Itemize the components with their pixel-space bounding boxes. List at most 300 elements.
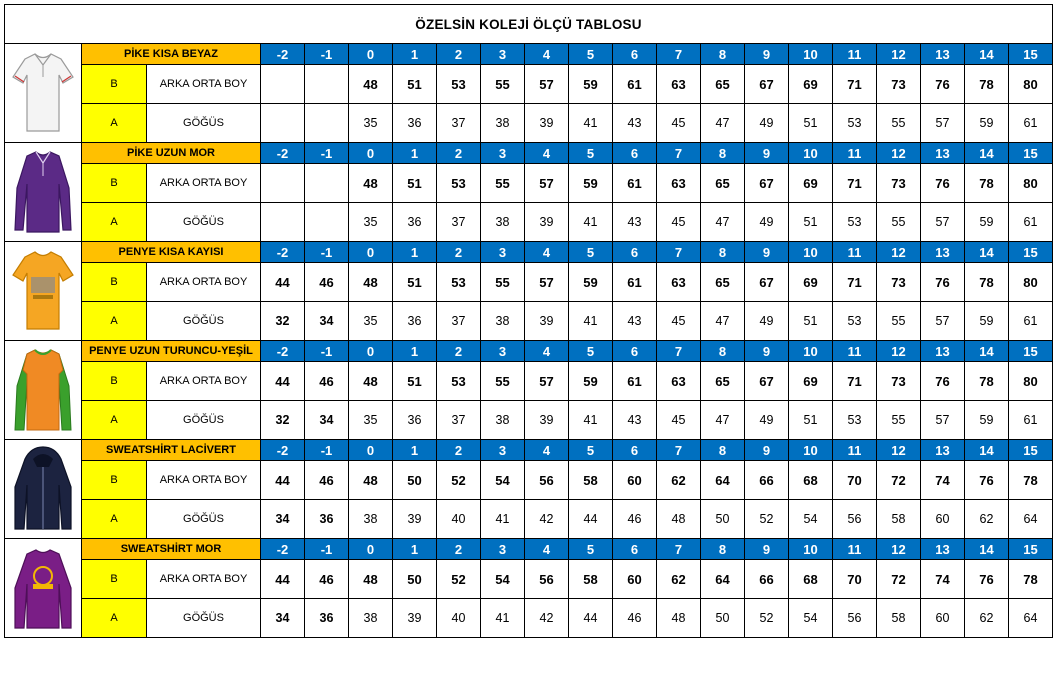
size-header-cell: 6	[613, 143, 657, 164]
measurement-value: 76	[965, 461, 1009, 500]
measurement-value: 40	[437, 500, 481, 539]
measurement-value: 43	[613, 104, 657, 143]
size-header-cell: 11	[833, 539, 877, 560]
measurement-value: 66	[745, 560, 789, 599]
measurement-value: 55	[481, 263, 525, 302]
measurement-value: 61	[1009, 203, 1053, 242]
measurement-value: 40	[437, 599, 481, 638]
measurement-value: 63	[657, 362, 701, 401]
product-name: PENYE KISA KAYISI	[82, 242, 261, 263]
measurement-value: 78	[965, 263, 1009, 302]
size-header-cell: 2	[437, 539, 481, 560]
measurement-value: 62	[657, 560, 701, 599]
measurement-value: 45	[657, 302, 701, 341]
size-header-cell: 0	[349, 341, 393, 362]
measurement-value: 46	[305, 362, 349, 401]
measurement-value: 44	[569, 599, 613, 638]
size-header-cell: 6	[613, 440, 657, 461]
measurement-value: 46	[305, 263, 349, 302]
size-header-cell: 10	[789, 143, 833, 164]
measurement-value: 72	[877, 560, 921, 599]
measurement-value: 65	[701, 65, 745, 104]
measurement-value: 70	[833, 461, 877, 500]
measurement-value: 53	[437, 362, 481, 401]
measurement-value: 35	[349, 401, 393, 440]
size-header-cell: 1	[393, 440, 437, 461]
measurement-value: 57	[921, 302, 965, 341]
size-header-cell: 1	[393, 242, 437, 263]
measurement-code: B	[82, 461, 147, 500]
measurement-value: 42	[525, 599, 569, 638]
measurement-value: 52	[437, 560, 481, 599]
measurement-value: 71	[833, 65, 877, 104]
measurement-value	[305, 65, 349, 104]
measurement-value: 36	[393, 302, 437, 341]
product-header-row	[5, 44, 1053, 65]
measurement-label: ARKA ORTA BOY	[147, 263, 261, 302]
size-header-cell: 12	[877, 44, 921, 65]
measurement-value: 59	[569, 362, 613, 401]
measurement-value: 69	[789, 263, 833, 302]
measurement-value: 37	[437, 203, 481, 242]
measurement-code: B	[82, 362, 147, 401]
product-name: SWEATSHİRT LACİVERT	[82, 440, 261, 461]
measurement-value	[305, 104, 349, 143]
garment-image	[5, 143, 82, 242]
measurement-value: 41	[481, 500, 525, 539]
measurement-value: 51	[393, 263, 437, 302]
measurement-value: 36	[393, 104, 437, 143]
measurement-value: 50	[393, 461, 437, 500]
size-header-cell: -2	[261, 143, 305, 164]
measurement-value: 48	[349, 263, 393, 302]
measurement-label: ARKA ORTA BOY	[147, 362, 261, 401]
measurement-value: 59	[965, 401, 1009, 440]
measurement-value: 48	[349, 164, 393, 203]
measurement-value: 55	[877, 302, 921, 341]
size-header-cell: 2	[437, 242, 481, 263]
measurement-value: 35	[349, 203, 393, 242]
measurement-value: 76	[921, 164, 965, 203]
size-header-cell: 8	[701, 143, 745, 164]
size-header-cell: 13	[921, 440, 965, 461]
measurement-value: 47	[701, 203, 745, 242]
size-header-cell: 8	[701, 440, 745, 461]
size-header-cell: 12	[877, 341, 921, 362]
size-header-cell: 0	[349, 242, 393, 263]
measurement-value: 57	[921, 104, 965, 143]
measurement-value: 67	[745, 263, 789, 302]
measurement-value: 35	[349, 302, 393, 341]
measurement-value: 69	[789, 65, 833, 104]
measurement-value: 36	[393, 401, 437, 440]
measurement-value: 53	[833, 104, 877, 143]
measurement-value: 44	[261, 461, 305, 500]
size-header-cell: 6	[613, 539, 657, 560]
measurement-value: 52	[437, 461, 481, 500]
measurement-value: 38	[481, 302, 525, 341]
measurement-value: 67	[745, 362, 789, 401]
measurement-row	[5, 461, 1053, 500]
measurement-value: 58	[569, 560, 613, 599]
size-header-cell: 9	[745, 440, 789, 461]
size-header-cell: -2	[261, 44, 305, 65]
size-header-cell: 8	[701, 242, 745, 263]
size-header-cell: -1	[305, 44, 349, 65]
measurement-code: B	[82, 65, 147, 104]
measurement-value: 51	[789, 302, 833, 341]
measurement-value: 74	[921, 461, 965, 500]
measurement-value: 58	[877, 599, 921, 638]
measurement-value: 59	[569, 263, 613, 302]
measurement-row	[5, 302, 1053, 341]
measurement-value: 51	[789, 203, 833, 242]
measurement-label: GÖĞÜS	[147, 203, 261, 242]
size-header-cell: 1	[393, 143, 437, 164]
measurement-value: 57	[525, 164, 569, 203]
measurement-value: 49	[745, 401, 789, 440]
size-header-cell: 10	[789, 242, 833, 263]
measurement-value: 56	[525, 560, 569, 599]
measurement-code: A	[82, 500, 147, 539]
garment-image	[5, 539, 82, 638]
size-header-cell: 12	[877, 143, 921, 164]
measurement-value: 61	[613, 263, 657, 302]
measurement-value: 39	[393, 500, 437, 539]
size-header-cell: 2	[437, 44, 481, 65]
size-header-cell: 5	[569, 341, 613, 362]
measurement-value: 60	[613, 461, 657, 500]
size-header-cell: 1	[393, 341, 437, 362]
measurement-value: 50	[393, 560, 437, 599]
measurement-code: A	[82, 401, 147, 440]
size-header-cell: -1	[305, 143, 349, 164]
measurement-code: B	[82, 263, 147, 302]
size-header-cell: -1	[305, 242, 349, 263]
measurement-value: 37	[437, 401, 481, 440]
measurement-value: 61	[1009, 401, 1053, 440]
measurement-value: 55	[481, 164, 525, 203]
measurement-value: 49	[745, 302, 789, 341]
size-header-cell: 14	[965, 440, 1009, 461]
measurement-value: 80	[1009, 65, 1053, 104]
measurement-value: 78	[965, 65, 1009, 104]
measurement-value: 57	[525, 263, 569, 302]
title-row	[5, 5, 1053, 44]
measurement-value: 73	[877, 65, 921, 104]
measurement-code: A	[82, 599, 147, 638]
measurement-value: 54	[789, 500, 833, 539]
measurement-value: 65	[701, 263, 745, 302]
size-header-cell: -2	[261, 242, 305, 263]
measurement-value: 51	[789, 104, 833, 143]
measurement-value: 67	[745, 65, 789, 104]
garment-image	[5, 44, 82, 143]
measurement-value: 37	[437, 302, 481, 341]
measurement-label: ARKA ORTA BOY	[147, 164, 261, 203]
measurement-value: 55	[481, 362, 525, 401]
measurement-value: 57	[525, 65, 569, 104]
measurement-value: 71	[833, 164, 877, 203]
measurement-value: 78	[965, 362, 1009, 401]
size-header-cell: 3	[481, 341, 525, 362]
product-name: PİKE UZUN MOR	[82, 143, 261, 164]
measurement-value: 80	[1009, 362, 1053, 401]
measurement-value: 51	[393, 164, 437, 203]
measurement-code: A	[82, 104, 147, 143]
measurement-value: 57	[921, 401, 965, 440]
measurement-value: 59	[569, 65, 613, 104]
measurement-value: 73	[877, 164, 921, 203]
measurement-value: 38	[349, 599, 393, 638]
size-header-cell: 7	[657, 242, 701, 263]
garment-image	[5, 341, 82, 440]
size-header-cell: 8	[701, 44, 745, 65]
measurement-value: 64	[701, 560, 745, 599]
measurement-value: 53	[833, 302, 877, 341]
size-header-cell: 5	[569, 242, 613, 263]
measurement-value: 32	[261, 401, 305, 440]
size-header-cell: 9	[745, 143, 789, 164]
measurement-value: 46	[613, 599, 657, 638]
size-header-cell: 13	[921, 242, 965, 263]
measurement-value: 36	[305, 500, 349, 539]
measurement-value: 41	[481, 599, 525, 638]
measurement-value: 34	[261, 599, 305, 638]
size-header-cell: 14	[965, 341, 1009, 362]
garment-image	[5, 440, 82, 539]
size-header-cell: 13	[921, 539, 965, 560]
measurement-value: 61	[613, 65, 657, 104]
size-header-cell: 9	[745, 539, 789, 560]
size-header-cell: 12	[877, 242, 921, 263]
measurement-value: 80	[1009, 263, 1053, 302]
product-name: SWEATSHİRT MOR	[82, 539, 261, 560]
size-header-cell: 9	[745, 44, 789, 65]
product-header-row	[5, 242, 1053, 263]
measurement-value: 39	[393, 599, 437, 638]
size-header-cell: -1	[305, 440, 349, 461]
measurement-value: 69	[789, 164, 833, 203]
measurement-value: 59	[965, 302, 1009, 341]
measurement-value: 53	[437, 65, 481, 104]
measurement-value: 41	[569, 401, 613, 440]
measurement-value: 64	[1009, 500, 1053, 539]
size-header-cell: 3	[481, 242, 525, 263]
measurement-value: 41	[569, 302, 613, 341]
size-header-cell: 12	[877, 539, 921, 560]
measurement-value	[261, 104, 305, 143]
measurement-value: 44	[261, 362, 305, 401]
measurement-value: 43	[613, 203, 657, 242]
measurement-row	[5, 164, 1053, 203]
measurement-value: 54	[481, 461, 525, 500]
measurement-value: 34	[305, 401, 349, 440]
size-header-cell: -2	[261, 440, 305, 461]
measurement-code: B	[82, 164, 147, 203]
measurement-value: 53	[833, 203, 877, 242]
measurement-value: 38	[481, 104, 525, 143]
measurement-value: 34	[305, 302, 349, 341]
size-header-cell: 5	[569, 539, 613, 560]
measurement-value: 38	[349, 500, 393, 539]
measurement-value: 61	[1009, 302, 1053, 341]
measurement-value: 66	[745, 461, 789, 500]
measurement-value: 63	[657, 164, 701, 203]
measurement-value: 39	[525, 401, 569, 440]
measurement-value: 39	[525, 104, 569, 143]
size-header-cell: 3	[481, 44, 525, 65]
measurement-value: 61	[1009, 104, 1053, 143]
measurement-value: 58	[569, 461, 613, 500]
measurement-value: 41	[569, 104, 613, 143]
product-header-row	[5, 341, 1053, 362]
product-name: PİKE KISA BEYAZ	[82, 44, 261, 65]
size-header-cell: 4	[525, 440, 569, 461]
size-chart-table	[4, 4, 1053, 638]
measurement-value: 68	[789, 461, 833, 500]
measurement-value: 78	[965, 164, 1009, 203]
size-header-cell: 15	[1009, 143, 1053, 164]
measurement-value: 39	[525, 302, 569, 341]
measurement-value: 47	[701, 302, 745, 341]
measurement-label: GÖĞÜS	[147, 401, 261, 440]
measurement-value: 57	[921, 203, 965, 242]
measurement-value: 67	[745, 164, 789, 203]
measurement-value: 62	[657, 461, 701, 500]
measurement-value: 49	[745, 203, 789, 242]
size-header-cell: 8	[701, 341, 745, 362]
measurement-code: B	[82, 560, 147, 599]
size-header-cell: 3	[481, 440, 525, 461]
measurement-value: 50	[701, 500, 745, 539]
measurement-value: 73	[877, 263, 921, 302]
measurement-value: 64	[1009, 599, 1053, 638]
size-header-cell: 4	[525, 341, 569, 362]
size-header-cell: 1	[393, 44, 437, 65]
measurement-label: ARKA ORTA BOY	[147, 65, 261, 104]
measurement-value: 45	[657, 203, 701, 242]
size-header-cell: 11	[833, 242, 877, 263]
measurement-value: 32	[261, 302, 305, 341]
measurement-value: 38	[481, 203, 525, 242]
measurement-value: 76	[965, 560, 1009, 599]
measurement-value: 47	[701, 401, 745, 440]
size-header-cell: 15	[1009, 242, 1053, 263]
size-header-cell: 9	[745, 242, 789, 263]
measurement-value: 78	[1009, 560, 1053, 599]
measurement-value: 70	[833, 560, 877, 599]
measurement-row	[5, 104, 1053, 143]
measurement-value: 43	[613, 302, 657, 341]
measurement-value	[261, 203, 305, 242]
measurement-value: 80	[1009, 164, 1053, 203]
size-header-cell: 4	[525, 539, 569, 560]
measurement-value: 71	[833, 362, 877, 401]
size-header-cell: 5	[569, 44, 613, 65]
size-chart-sheet	[4, 4, 1052, 638]
product-header-row	[5, 440, 1053, 461]
size-header-cell: 3	[481, 143, 525, 164]
measurement-value: 62	[965, 599, 1009, 638]
size-header-cell: 7	[657, 539, 701, 560]
size-header-cell: 0	[349, 143, 393, 164]
measurement-value: 48	[349, 461, 393, 500]
size-header-cell: 1	[393, 539, 437, 560]
measurement-value: 59	[965, 203, 1009, 242]
measurement-value: 76	[921, 65, 965, 104]
measurement-label: GÖĞÜS	[147, 500, 261, 539]
measurement-value: 46	[613, 500, 657, 539]
measurement-value	[261, 65, 305, 104]
measurement-row	[5, 401, 1053, 440]
measurement-value: 48	[657, 599, 701, 638]
measurement-value	[305, 164, 349, 203]
measurement-value: 51	[393, 65, 437, 104]
size-header-cell: 13	[921, 143, 965, 164]
chart-title: ÖZELSİN KOLEJİ ÖLÇÜ TABLOSU	[5, 5, 1053, 44]
measurement-row	[5, 263, 1053, 302]
size-header-cell: 15	[1009, 341, 1053, 362]
measurement-value: 61	[613, 164, 657, 203]
measurement-value: 46	[305, 560, 349, 599]
measurement-row	[5, 203, 1053, 242]
measurement-value: 53	[833, 401, 877, 440]
size-header-cell: 15	[1009, 539, 1053, 560]
measurement-row	[5, 560, 1053, 599]
size-header-cell: 3	[481, 539, 525, 560]
measurement-value: 60	[613, 560, 657, 599]
size-header-cell: 7	[657, 143, 701, 164]
measurement-value: 49	[745, 104, 789, 143]
measurement-value: 59	[965, 104, 1009, 143]
measurement-value: 48	[349, 560, 393, 599]
measurement-value: 41	[569, 203, 613, 242]
measurement-value: 36	[393, 203, 437, 242]
size-header-cell: 10	[789, 539, 833, 560]
measurement-value: 64	[701, 461, 745, 500]
measurement-row	[5, 599, 1053, 638]
measurement-row	[5, 500, 1053, 539]
size-header-cell: -2	[261, 341, 305, 362]
measurement-value: 62	[965, 500, 1009, 539]
size-header-cell: 14	[965, 242, 1009, 263]
measurement-value: 72	[877, 461, 921, 500]
measurement-value: 65	[701, 164, 745, 203]
size-header-cell: 7	[657, 440, 701, 461]
measurement-label: ARKA ORTA BOY	[147, 560, 261, 599]
size-header-cell: 15	[1009, 44, 1053, 65]
product-header-row	[5, 143, 1053, 164]
measurement-value: 54	[789, 599, 833, 638]
measurement-value: 38	[481, 401, 525, 440]
measurement-value: 56	[833, 599, 877, 638]
measurement-value: 55	[481, 65, 525, 104]
size-header-cell: 12	[877, 440, 921, 461]
size-header-cell: 0	[349, 440, 393, 461]
size-header-cell: 10	[789, 440, 833, 461]
measurement-value: 65	[701, 362, 745, 401]
product-name: PENYE UZUN TURUNCU-YEŞİL	[82, 341, 261, 362]
measurement-value: 47	[701, 104, 745, 143]
size-header-cell: 13	[921, 341, 965, 362]
measurement-value: 60	[921, 599, 965, 638]
measurement-value: 78	[1009, 461, 1053, 500]
garment-image	[5, 242, 82, 341]
measurement-value: 53	[437, 164, 481, 203]
measurement-value: 36	[305, 599, 349, 638]
measurement-value: 63	[657, 65, 701, 104]
